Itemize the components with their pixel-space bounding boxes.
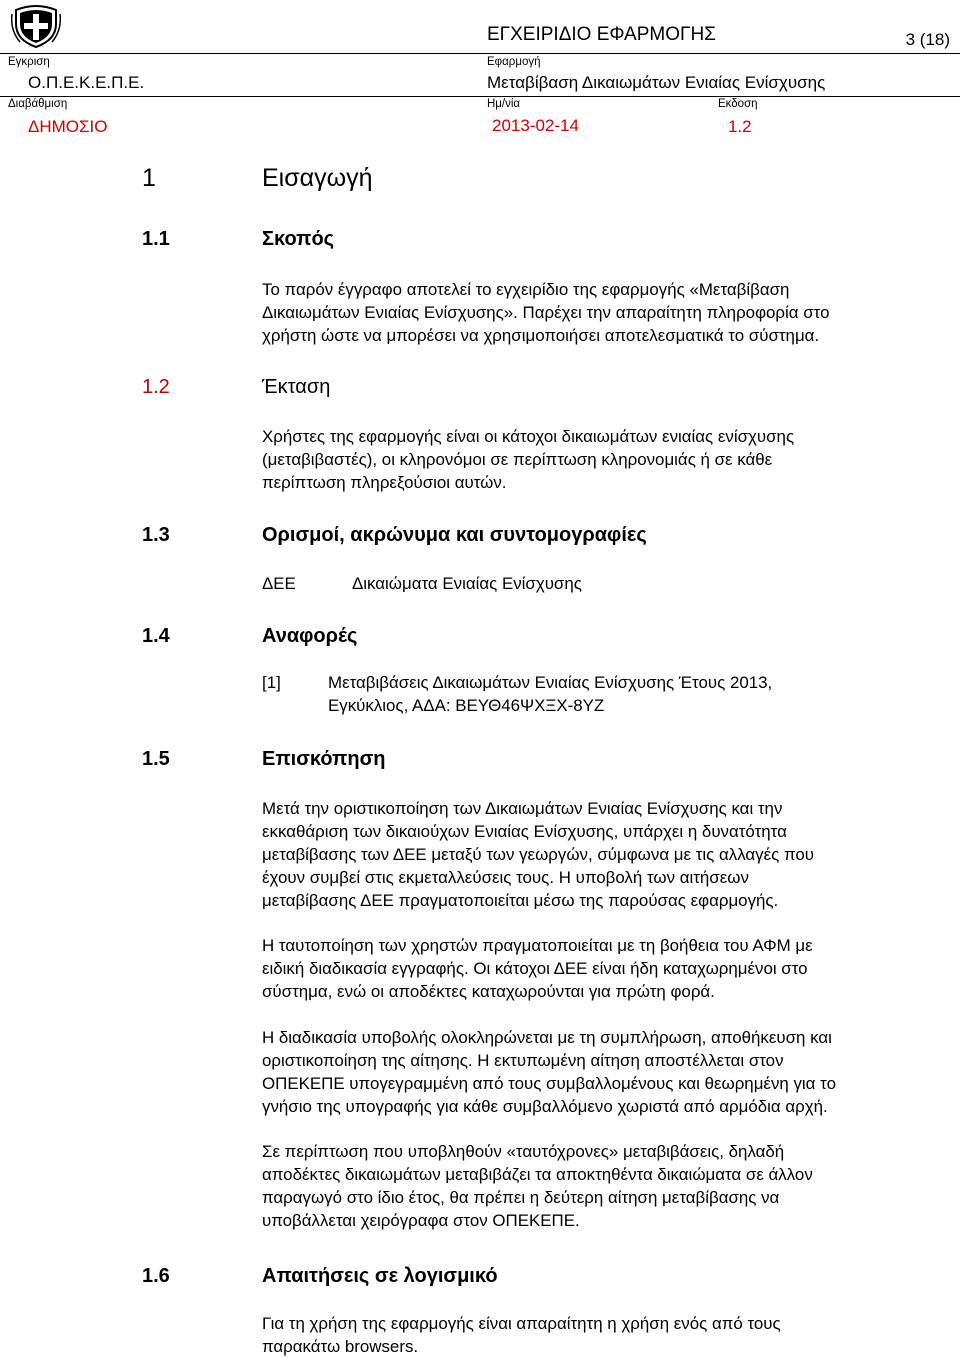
section-title: Εισαγωγή <box>262 164 373 192</box>
section-number: 1.6 <box>142 1265 170 1287</box>
paragraph-line: σύστημα, ενώ οι αποδέκτες καταχωρούνται για πρώτη φορά. <box>262 982 715 1001</box>
section-number: 1.5 <box>142 748 170 770</box>
extent-paragraph <box>262 425 952 494</box>
version-label: Εκδοση <box>718 98 758 110</box>
paragraph-line: Δικαιωμάτων Ενιαίας Ενίσχυσης». Παρέχει την απαραίτητη πληροφορία στο <box>262 303 830 322</box>
reference-key: [1] <box>262 673 281 692</box>
section-1-1-heading <box>142 228 334 251</box>
paragraph-line: γνήσιο της υπογραφής για κάθε συμβαλλόμενο χωριστά από αρμόδια αρχή. <box>262 1097 828 1116</box>
date-value: 2013-02-14 <box>492 116 579 135</box>
section-1-5-heading <box>142 748 385 771</box>
section-1-2-heading <box>142 376 330 399</box>
reference-line: Εγκύκλιος, ΑΔΑ: ΒΕΥΘ46ΨΧΞΧ-8ΥΖ <box>328 696 605 715</box>
paragraph-line: ΟΠΕΚΕΠΕ υπογεγραμμένη από τους συμβαλλομένους και θεωρημένη για το <box>262 1074 836 1093</box>
section-number: 1.1 <box>142 228 170 250</box>
application-value: Μεταβίβαση Δικαιωμάτων Ενιαίας Ενίσχυσης <box>487 73 826 92</box>
paragraph-line: Μετά την οριστικοποίηση των Δικαιωμάτων Ενιαίας Ενίσχυσης και την <box>262 799 783 818</box>
section-title: Σκοπός <box>262 228 335 250</box>
section-1-3-heading <box>142 524 647 547</box>
section-number: 1.3 <box>142 524 170 546</box>
paragraph-line: έχουν συμβεί στις εκμεταλλεύσεις τους. Η υποβολή των αιτήσεων <box>262 868 749 887</box>
overview-paragraph-2 <box>262 934 952 1003</box>
section-number: 1 <box>142 164 156 192</box>
classification-label: Διαβάθμιση <box>8 98 68 110</box>
section-1-4-heading <box>142 625 357 648</box>
approval-value: Ο.Π.Ε.Κ.Ε.Π.Ε. <box>28 73 145 92</box>
date-label: Ημ/νία <box>487 98 521 110</box>
paragraph-line: υποβάλλεται χειρόγραφα στον ΟΠΕΚΕΠΕ. <box>262 1211 580 1230</box>
paragraph-line: Για τη χρήση της εφαρμογής είναι απαραίτητη η χρήση ενός από τους <box>262 1314 781 1333</box>
overview-paragraph-3 <box>262 1026 952 1118</box>
paragraph-line: μεταβίβασης ΔΕΕ πραγματοποιείται μέσω της παρούσας εφαρμογής. <box>262 891 779 910</box>
paragraph-line: χρήστη ώστε να μπορέσει να χρησιμοποιήσει αποτελεσματικά το σύστημα. <box>262 326 820 345</box>
reference-line: Μεταβιβάσεις Δικαιωμάτων Ενιαίας Ενίσχυσης Έτους 2013, <box>328 673 773 692</box>
paragraph-line: (μεταβιβαστές), οι κληρονόμοι σε περίπτωση κληρονομιάς ή σε κάθε <box>262 450 773 469</box>
section-title: Έκταση <box>262 376 331 398</box>
paragraph-line: Χρήστες της εφαρμογής είναι οι κάτοχοι δικαιωμάτων ενιαίας ενίσχυσης <box>262 427 795 446</box>
classification-value: ΔΗΜΟΣΙΟ <box>28 117 108 136</box>
paragraph-line: Η ταυτοποίηση των χρηστών πραγματοποιείται με τη βοήθεια του ΑΦΜ με <box>262 936 813 955</box>
paragraph-line: αποδέκτες δικαιωμάτων μεταβιβάζει τα αποκτηθέντα δικαιώματα σε άλλον <box>262 1165 813 1184</box>
section-number: 1.2 <box>142 376 170 398</box>
paragraph-line: Η διαδικασία υποβολής ολοκληρώνεται με τη συμπλήρωση, αποθήκευση και <box>262 1028 832 1047</box>
paragraph-line: παραγωγό στο ίδιο έτος, θα πρέπει η δεύτερη αίτηση μεταβίβασης να <box>262 1188 780 1207</box>
section-title: Ορισμοί, ακρώνυμα και συντομογραφίες <box>262 524 647 546</box>
software-requirements-paragraph <box>262 1312 952 1358</box>
paragraph-line: περίπτωση πληρεξούσιοι αυτών. <box>262 473 507 492</box>
section-title: Απαιτήσεις σε λογισμικό <box>262 1265 498 1287</box>
header-divider <box>0 96 960 97</box>
paragraph-line: ειδική διαδικασία εγγραφής. Οι κάτοχοι ΔΕΕ είναι ήδη καταχωρημένοι στο <box>262 959 808 978</box>
section-1-heading <box>142 164 373 193</box>
abbreviation-term: ΔΕΕ <box>262 574 296 593</box>
paragraph-line: οριστικοποίηση της αίτησης. Η εκτυπωμένη αίτηση αποστέλλεται στον <box>262 1051 784 1070</box>
section-1-6-heading <box>142 1265 498 1288</box>
paragraph-line: Σε περίπτωση που υποβληθούν «ταυτόχρονες» μεταβιβάσεις, δηλαδή <box>262 1142 785 1161</box>
coat-of-arms-icon <box>10 4 62 48</box>
section-title: Αναφορές <box>262 625 358 647</box>
overview-paragraph-1 <box>262 797 952 912</box>
page-header <box>0 0 960 136</box>
paragraph-line: Το παρόν έγγραφο αποτελεί το εγχειρίδιο της εφαρμογής «Μεταβίβαση <box>262 280 790 299</box>
paragraph-line: παρακάτω browsers. <box>262 1337 419 1356</box>
scope-paragraph <box>262 278 952 347</box>
approval-label: Εγκριση <box>8 56 50 68</box>
version-value: 1.2 <box>728 117 752 136</box>
paragraph-line: εκκαθάριση των δικαιούχων Ενιαίας Ενίσχυσης, υπάρχει η δυνατότητα <box>262 822 787 841</box>
section-number: 1.4 <box>142 625 170 647</box>
abbreviation-definition: Δικαιώματα Ενιαίας Ενίσχυσης <box>352 574 582 593</box>
page-number: 3 (18) <box>905 30 950 49</box>
overview-paragraph-4 <box>262 1140 952 1232</box>
paragraph-line: μεταβίβασης των ΔΕΕ μεταξύ των γεωργών, σύμφωνα με τις αλλαγές που <box>262 845 815 864</box>
application-label: Εφαρμογή <box>487 56 541 68</box>
document-title: ΕΓΧΕΙΡΙΔΙΟ ΕΦΑΡΜΟΓΗΣ <box>487 24 716 45</box>
header-divider <box>0 53 960 54</box>
section-title: Επισκόπηση <box>262 748 386 770</box>
